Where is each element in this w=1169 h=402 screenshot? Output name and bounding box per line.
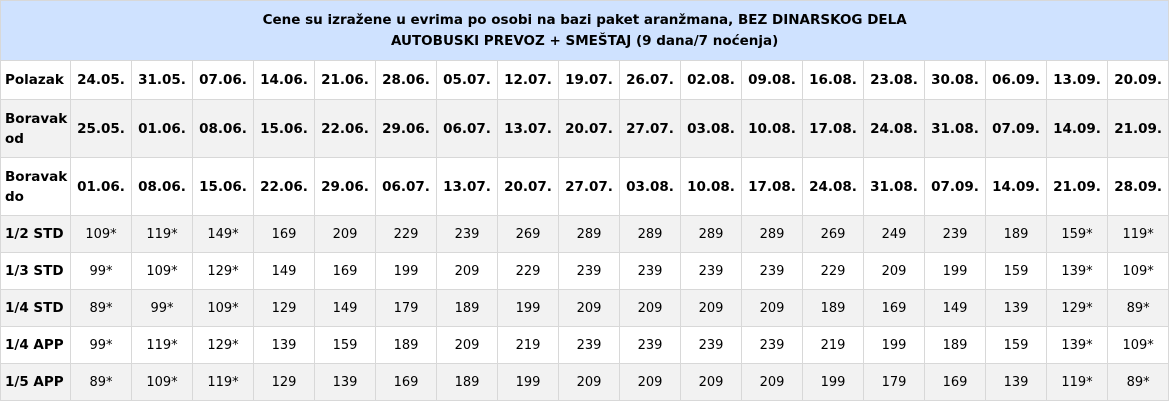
table-cell: 169 [925,364,986,401]
table-cell: 289 [559,216,620,253]
table-cell: 22.06. [315,100,376,158]
table-cell: 169 [864,290,925,327]
table-cell: 169 [376,364,437,401]
table-cell: 21.06. [315,61,376,100]
table-cell: 149 [315,290,376,327]
table-cell: 30.08. [925,61,986,100]
table-title-line-1: Cene su izražene u evrima po osobi na bazi paket aranžmana, BEZ DINARSKOG DELA [262,11,907,28]
table-cell: 209 [437,253,498,290]
table-cell: 14.06. [254,61,315,100]
table-cell: 239 [681,327,742,364]
table-cell: 189 [986,216,1047,253]
table-cell: 139 [986,290,1047,327]
table-cell: 89* [1108,290,1169,327]
table-cell: 21.09. [1047,158,1108,216]
row-polazak [1,61,1169,100]
row-label: 1/5 APP [1,364,71,401]
table-cell: 239 [620,253,681,290]
table-cell: 179 [376,290,437,327]
table-title-row [1,1,1169,61]
table-cell: 14.09. [986,158,1047,216]
table-cell: 189 [803,290,864,327]
table-cell: 139 [254,327,315,364]
row-boravak-od [1,100,1169,158]
table-cell: 31.08. [864,158,925,216]
table-cell: 199 [498,364,559,401]
table-cell: 31.08. [925,100,986,158]
table-title [1,1,1169,61]
table-cell: 239 [681,253,742,290]
table-cell: 289 [742,216,803,253]
table-cell: 289 [620,216,681,253]
table-cell: 289 [681,216,742,253]
table-cell: 109* [132,253,193,290]
table-cell: 03.08. [620,158,681,216]
table-cell: 03.08. [681,100,742,158]
table-cell: 159 [315,327,376,364]
table-cell: 159 [986,253,1047,290]
table-cell: 07.06. [193,61,254,100]
row-label: 1/2 STD [1,216,71,253]
table-cell: 28.06. [376,61,437,100]
table-cell: 239 [559,253,620,290]
table-cell: 129 [254,364,315,401]
table-cell: 169 [315,253,376,290]
row-label: Boravak do [1,158,71,216]
table-cell: 209 [742,364,803,401]
table-cell: 239 [925,216,986,253]
table-cell: 26.07. [620,61,681,100]
table-cell: 06.07. [376,158,437,216]
table-cell: 08.06. [132,158,193,216]
table-cell: 249 [864,216,925,253]
table-cell: 209 [742,290,803,327]
table-cell: 109* [132,364,193,401]
table-cell: 22.06. [254,158,315,216]
table-cell: 10.08. [681,158,742,216]
table-cell: 06.09. [986,61,1047,100]
table-cell: 239 [620,327,681,364]
table-cell: 239 [742,253,803,290]
table-cell: 269 [803,216,864,253]
table-cell: 20.09. [1108,61,1169,100]
table-cell: 199 [498,290,559,327]
table-cell: 99* [71,253,132,290]
table-cell: 31.05. [132,61,193,100]
table-cell: 119* [193,364,254,401]
row-label: 1/4 APP [1,327,71,364]
table-cell: 209 [681,364,742,401]
table-cell: 07.09. [986,100,1047,158]
table-cell: 189 [437,290,498,327]
table-cell: 159* [1047,216,1108,253]
table-cell: 15.06. [254,100,315,158]
table-cell: 189 [376,327,437,364]
table-cell: 06.07. [437,100,498,158]
table-cell: 10.08. [742,100,803,158]
table-cell: 209 [620,364,681,401]
table-cell: 14.09. [1047,100,1108,158]
table-cell: 17.08. [803,100,864,158]
table-cell: 179 [864,364,925,401]
table-cell: 109* [1108,327,1169,364]
table-cell: 13.09. [1047,61,1108,100]
table-cell: 129* [1047,290,1108,327]
table-cell: 13.07. [498,100,559,158]
table-cell: 139 [315,364,376,401]
table-cell: 28.09. [1108,158,1169,216]
row-boravak-do [1,158,1169,216]
row-label: 1/4 STD [1,290,71,327]
table-cell: 20.07. [559,100,620,158]
table-cell: 13.07. [437,158,498,216]
row-1-4-std [1,290,1169,327]
table-cell: 149 [925,290,986,327]
table-cell: 99* [132,290,193,327]
table-cell: 01.06. [132,100,193,158]
table-cell: 109* [1108,253,1169,290]
table-cell: 269 [498,216,559,253]
table-cell: 89* [71,290,132,327]
row-label: 1/3 STD [1,253,71,290]
table-cell: 119* [1047,364,1108,401]
table-cell: 209 [315,216,376,253]
table-cell: 24.05. [71,61,132,100]
table-cell: 169 [254,216,315,253]
table-cell: 149* [193,216,254,253]
table-cell: 209 [559,364,620,401]
table-title-line-2: AUTOBUSKI PREVOZ + SMEŠTAJ (9 dana/7 noćenja) [390,32,779,49]
table-cell: 07.09. [925,158,986,216]
table-cell: 27.07. [559,158,620,216]
table-cell: 149 [254,253,315,290]
table-cell: 17.08. [742,158,803,216]
table-cell: 08.06. [193,100,254,158]
table-cell: 229 [376,216,437,253]
row-1-3-std [1,253,1169,290]
table-cell: 21.09. [1108,100,1169,158]
table-cell: 24.08. [864,100,925,158]
table-cell: 139* [1047,253,1108,290]
table-cell: 189 [437,364,498,401]
row-1-5-app [1,364,1169,401]
table-cell: 89* [71,364,132,401]
table-cell: 199 [864,327,925,364]
table-cell: 119* [132,216,193,253]
table-cell: 12.07. [498,61,559,100]
table-cell: 239 [437,216,498,253]
table-cell: 25.05. [71,100,132,158]
table-cell: 189 [925,327,986,364]
table-cell: 209 [681,290,742,327]
table-cell: 29.06. [315,158,376,216]
table-cell: 19.07. [559,61,620,100]
table-cell: 129 [254,290,315,327]
table-cell: 27.07. [620,100,681,158]
table-cell: 209 [437,327,498,364]
table-cell: 24.08. [803,158,864,216]
table-cell: 209 [864,253,925,290]
table-cell: 20.07. [498,158,559,216]
row-1-2-std [1,216,1169,253]
table-cell: 109* [71,216,132,253]
table-cell: 199 [376,253,437,290]
table-cell: 159 [986,327,1047,364]
table-cell: 119* [1108,216,1169,253]
table-cell: 09.08. [742,61,803,100]
table-cell: 229 [498,253,559,290]
table-cell: 16.08. [803,61,864,100]
table-cell: 129* [193,327,254,364]
table-cell: 219 [498,327,559,364]
table-cell: 05.07. [437,61,498,100]
row-1-4-app [1,327,1169,364]
table-cell: 239 [559,327,620,364]
table-cell: 219 [803,327,864,364]
table-cell: 199 [925,253,986,290]
table-cell: 109* [193,290,254,327]
row-label: Polazak [1,61,71,100]
table-cell: 209 [559,290,620,327]
table-cell: 01.06. [71,158,132,216]
table-cell: 119* [132,327,193,364]
table-cell: 89* [1108,364,1169,401]
table-cell: 139 [986,364,1047,401]
table-cell: 23.08. [864,61,925,100]
table-cell: 239 [742,327,803,364]
table-cell: 15.06. [193,158,254,216]
table-cell: 199 [803,364,864,401]
table-cell: 129* [193,253,254,290]
table-cell: 29.06. [376,100,437,158]
row-label: Boravak od [1,100,71,158]
table-cell: 02.08. [681,61,742,100]
table-cell: 139* [1047,327,1108,364]
table-cell: 99* [71,327,132,364]
table-cell: 229 [803,253,864,290]
table-cell: 209 [620,290,681,327]
